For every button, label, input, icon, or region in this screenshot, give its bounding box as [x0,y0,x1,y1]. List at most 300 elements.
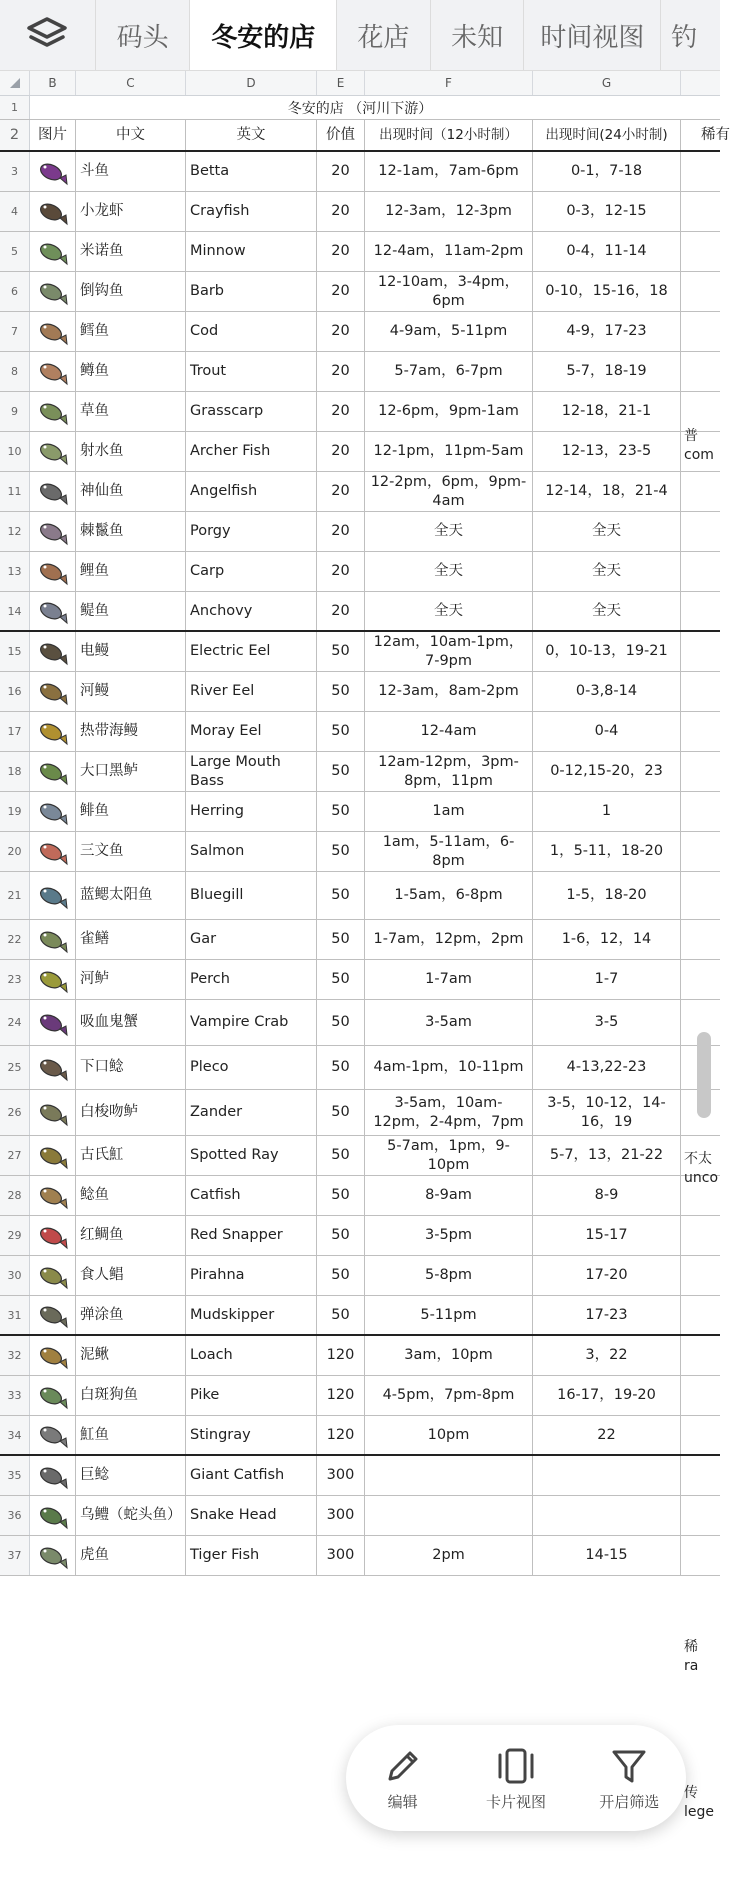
chinese-name-cell[interactable]: 古氏魟 [76,1136,186,1175]
time-24h-cell[interactable]: 0-3，12-15 [533,192,681,231]
table-row[interactable] [0,312,720,352]
english-name-cell[interactable]: Catfish [186,1176,317,1215]
chinese-name-cell[interactable]: 小龙虾 [76,192,186,231]
table-row[interactable] [0,960,720,1000]
rarity-cell[interactable] [681,1496,731,1535]
table-row[interactable] [0,1136,720,1176]
time-24h-cell[interactable]: 0，10-13，19-21 [533,632,681,671]
edit-button[interactable] [353,1745,453,1812]
table-row[interactable] [0,1336,720,1376]
value-cell[interactable]: 120 [317,1416,365,1454]
time-24h-cell[interactable]: 3-5，10-12，14-16，19 [533,1090,681,1135]
time-24h-cell[interactable]: 全天 [533,512,681,551]
time-12h-cell[interactable]: 12-1pm，11pm-5am [365,432,533,471]
time-24h-cell[interactable]: 3-5 [533,1000,681,1045]
rarity-cell[interactable] [681,920,731,959]
row-number[interactable]: 18 [0,752,30,791]
row-number[interactable]: 35 [0,1456,30,1495]
row-number[interactable]: 30 [0,1256,30,1295]
vertical-scrollbar[interactable] [697,1032,711,1118]
fish-icon[interactable] [30,1046,76,1089]
table-row[interactable] [0,152,720,192]
time-12h-cell[interactable]: 12-2pm，6pm，9pm-4am [365,472,533,511]
english-name-cell[interactable]: Carp [186,552,317,591]
value-cell[interactable]: 50 [317,672,365,711]
row-number[interactable]: 3 [0,152,30,191]
rarity-cell[interactable] [681,1296,731,1334]
english-name-cell[interactable]: Herring [186,792,317,831]
row-number[interactable]: 29 [0,1216,30,1255]
tab-fishing[interactable]: 钓 [671,22,698,53]
column-c[interactable]: C [76,71,186,95]
row-number[interactable]: 7 [0,312,30,351]
rarity-cell[interactable] [681,712,731,751]
value-cell[interactable]: 20 [317,512,365,551]
chinese-name-cell[interactable]: 米诺鱼 [76,232,186,271]
time-12h-cell[interactable]: 12am，10am-1pm，7-9pm [365,632,533,671]
fish-icon[interactable] [30,392,76,431]
fish-icon[interactable] [30,352,76,391]
value-cell[interactable]: 50 [317,1046,365,1089]
chinese-name-cell[interactable]: 虎鱼 [76,1536,186,1575]
time-12h-cell[interactable] [365,1496,533,1535]
chinese-name-cell[interactable]: 鲶鱼 [76,1176,186,1215]
table-row[interactable] [0,472,720,512]
time-12h-cell[interactable]: 8-9am [365,1176,533,1215]
row-number[interactable]: 11 [0,472,30,511]
english-name-cell[interactable]: Perch [186,960,317,999]
time-12h-cell[interactable]: 3-5am [365,1000,533,1045]
english-name-cell[interactable]: Spotted Ray [186,1136,317,1175]
fish-icon[interactable] [30,872,76,919]
chinese-name-cell[interactable]: 魟鱼 [76,1416,186,1454]
table-row[interactable] [0,1416,720,1456]
rarity-cell[interactable] [681,872,731,919]
card-view-button[interactable] [466,1745,566,1812]
english-name-cell[interactable]: Tiger Fish [186,1536,317,1575]
fish-icon[interactable] [30,1456,76,1495]
row-number[interactable]: 8 [0,352,30,391]
tab-donan-shop[interactable]: 冬安的店 [190,0,336,70]
row-number[interactable]: 26 [0,1090,30,1135]
chinese-name-cell[interactable]: 大口黑鲈 [76,752,186,791]
value-cell[interactable]: 50 [317,1216,365,1255]
value-cell[interactable]: 50 [317,712,365,751]
value-cell[interactable]: 50 [317,920,365,959]
time-24h-cell[interactable]: 17-20 [533,1256,681,1295]
english-name-cell[interactable]: Pirahna [186,1256,317,1295]
time-12h-cell[interactable]: 12-10am，3-4pm，6pm [365,272,533,311]
value-cell[interactable]: 20 [317,272,365,311]
row-number[interactable]: 6 [0,272,30,311]
chinese-name-cell[interactable]: 河鳗 [76,672,186,711]
rarity-common[interactable]: 普 com [684,428,714,463]
table-row[interactable] [0,1456,720,1496]
fish-icon[interactable] [30,1216,76,1255]
english-name-cell[interactable]: Salmon [186,832,317,871]
fish-icon[interactable] [30,792,76,831]
header-english[interactable]: 英文 [186,120,317,150]
value-cell[interactable]: 20 [317,472,365,511]
english-name-cell[interactable]: Zander [186,1090,317,1135]
value-cell[interactable]: 50 [317,872,365,919]
time-24h-cell[interactable]: 0-3,8-14 [533,672,681,711]
time-24h-cell[interactable]: 5-7，18-19 [533,352,681,391]
column-b[interactable]: B [30,71,76,95]
table-row[interactable] [0,1176,720,1216]
row-number[interactable]: 33 [0,1376,30,1415]
time-24h-cell[interactable]: 0-12,15-20，23 [533,752,681,791]
value-cell[interactable]: 20 [317,392,365,431]
rarity-cell[interactable] [681,672,731,711]
value-cell[interactable]: 20 [317,232,365,271]
time-24h-cell[interactable]: 1-7 [533,960,681,999]
table-row[interactable] [0,832,720,872]
rarity-cell[interactable] [681,352,731,391]
english-name-cell[interactable]: Bluegill [186,872,317,919]
rarity-cell[interactable] [681,1376,731,1415]
time-24h-cell[interactable]: 12-14，18，21-4 [533,472,681,511]
time-12h-cell[interactable]: 4-9am，5-11pm [365,312,533,351]
time-12h-cell[interactable]: 3-5am，10am-12pm，2-4pm，7pm [365,1090,533,1135]
header-rarity[interactable]: 稀有 [701,126,730,143]
fish-icon[interactable] [30,312,76,351]
row-number[interactable]: 19 [0,792,30,831]
english-name-cell[interactable]: Red Snapper [186,1216,317,1255]
time-24h-cell[interactable]: 4-13,22-23 [533,1046,681,1089]
english-name-cell[interactable]: Moray Eel [186,712,317,751]
english-name-cell[interactable]: Archer Fish [186,432,317,471]
fish-icon[interactable] [30,552,76,591]
time-24h-cell[interactable]: 3，22 [533,1336,681,1375]
chinese-name-cell[interactable]: 下口鲶 [76,1046,186,1089]
chinese-name-cell[interactable]: 白斑狗鱼 [76,1376,186,1415]
fish-icon[interactable] [30,752,76,791]
time-12h-cell[interactable]: 5-11pm [365,1296,533,1334]
fish-icon[interactable] [30,192,76,231]
chinese-name-cell[interactable]: 乌鳢（蛇头鱼） [76,1496,186,1535]
table-row[interactable] [0,272,720,312]
tab-unknown[interactable]: 未知 [431,0,525,70]
time-12h-cell[interactable]: 4am-1pm，10-11pm [365,1046,533,1089]
column-d[interactable]: D [186,71,317,95]
chinese-name-cell[interactable]: 神仙鱼 [76,472,186,511]
chinese-name-cell[interactable]: 射水鱼 [76,432,186,471]
rarity-cell[interactable] [681,632,731,671]
time-12h-cell[interactable]: 1-7am，12pm，2pm [365,920,533,959]
fish-icon[interactable] [30,632,76,671]
rarity-cell[interactable] [681,512,731,551]
table-row[interactable] [0,192,720,232]
fish-icon[interactable] [30,512,76,551]
tab-dock[interactable]: 码头 [96,0,191,70]
row-number[interactable]: 14 [0,592,30,630]
row-number[interactable]: 10 [0,432,30,471]
rarity-cell[interactable] [681,152,731,191]
fish-icon[interactable] [30,1296,76,1334]
table-row[interactable] [0,232,720,272]
time-24h-cell[interactable]: 1-6，12，14 [533,920,681,959]
rarity-cell[interactable] [681,552,731,591]
rarity-cell[interactable] [681,1536,731,1575]
table-row[interactable] [0,792,720,832]
english-name-cell[interactable]: Gar [186,920,317,959]
table-row[interactable] [0,1090,720,1136]
value-cell[interactable]: 50 [317,1090,365,1135]
rarity-cell[interactable] [681,1456,731,1495]
time-24h-cell[interactable]: 1 [533,792,681,831]
value-cell[interactable]: 20 [317,432,365,471]
value-cell[interactable]: 50 [317,832,365,871]
time-24h-cell[interactable]: 17-23 [533,1296,681,1334]
chinese-name-cell[interactable]: 河鲈 [76,960,186,999]
table-row[interactable] [0,672,720,712]
fish-icon[interactable] [30,1336,76,1375]
row-number[interactable]: 23 [0,960,30,999]
time-12h-cell[interactable]: 1am [365,792,533,831]
table-row[interactable] [0,920,720,960]
time-24h-cell[interactable]: 22 [533,1416,681,1454]
column-f[interactable]: F [365,71,533,95]
table-row[interactable] [0,1256,720,1296]
rarity-cell[interactable] [681,392,731,431]
value-cell[interactable]: 300 [317,1496,365,1535]
chinese-name-cell[interactable]: 鳟鱼 [76,352,186,391]
row-number[interactable]: 1 [0,96,30,119]
row-number[interactable]: 25 [0,1046,30,1089]
time-12h-cell[interactable]: 1-5am，6-8pm [365,872,533,919]
sheet-title[interactable]: 冬安的店 （河川下游） [287,100,433,117]
chinese-name-cell[interactable]: 鳀鱼 [76,592,186,630]
time-12h-cell[interactable]: 1am，5-11am，6-8pm [365,832,533,871]
time-24h-cell[interactable]: 16-17，19-20 [533,1376,681,1415]
rarity-cell[interactable] [681,1256,731,1295]
chinese-name-cell[interactable]: 巨鲶 [76,1456,186,1495]
value-cell[interactable]: 50 [317,1000,365,1045]
chinese-name-cell[interactable]: 草鱼 [76,392,186,431]
fish-icon[interactable] [30,1496,76,1535]
select-all-corner[interactable] [0,71,30,95]
fish-icon[interactable] [30,832,76,871]
filter-button[interactable] [579,1745,679,1812]
chinese-name-cell[interactable]: 电鳗 [76,632,186,671]
row-number[interactable]: 5 [0,232,30,271]
english-name-cell[interactable]: Vampire Crab [186,1000,317,1045]
time-12h-cell[interactable]: 4-5pm，7pm-8pm [365,1376,533,1415]
fish-icon[interactable] [30,712,76,751]
row-number[interactable]: 36 [0,1496,30,1535]
fish-icon[interactable] [30,472,76,511]
time-12h-cell[interactable]: 12-3am，12-3pm [365,192,533,231]
header-chinese[interactable]: 中文 [76,120,186,150]
fish-icon[interactable] [30,1376,76,1415]
value-cell[interactable]: 120 [317,1376,365,1415]
rarity-cell[interactable] [681,272,731,311]
time-12h-cell[interactable]: 3-5pm [365,1216,533,1255]
row-number[interactable]: 2 [0,120,30,150]
fish-icon[interactable] [30,432,76,471]
chinese-name-cell[interactable]: 吸血鬼蟹 [76,1000,186,1045]
time-12h-cell[interactable]: 3am，10pm [365,1336,533,1375]
tab-flower-shop[interactable]: 花店 [337,0,431,70]
header-time-12h[interactable]: 出现时间（12小时制） [365,120,533,150]
row-number[interactable]: 32 [0,1336,30,1375]
english-name-cell[interactable]: Stingray [186,1416,317,1454]
time-24h-cell[interactable] [533,1456,681,1495]
english-name-cell[interactable]: Angelfish [186,472,317,511]
value-cell[interactable]: 300 [317,1456,365,1495]
time-12h-cell[interactable]: 全天 [365,592,533,630]
rarity-cell[interactable] [681,792,731,831]
time-24h-cell[interactable]: 0-1，7-18 [533,152,681,191]
chinese-name-cell[interactable]: 三文鱼 [76,832,186,871]
value-cell[interactable]: 20 [317,552,365,591]
table-row[interactable] [0,1376,720,1416]
english-name-cell[interactable]: River Eel [186,672,317,711]
time-24h-cell[interactable]: 0-10，15-16，18 [533,272,681,311]
english-name-cell[interactable]: Pike [186,1376,317,1415]
fish-icon[interactable] [30,672,76,711]
layers-icon[interactable] [0,0,96,70]
rarity-cell[interactable] [681,312,731,351]
table-row[interactable] [0,1000,720,1046]
time-24h-cell[interactable]: 12-18，21-1 [533,392,681,431]
header-value[interactable]: 价值 [317,120,365,150]
time-12h-cell[interactable]: 12-1am，7am-6pm [365,152,533,191]
time-24h-cell[interactable] [533,1496,681,1535]
value-cell[interactable]: 20 [317,192,365,231]
english-name-cell[interactable]: Large Mouth Bass [186,752,317,791]
english-name-cell[interactable]: Minnow [186,232,317,271]
table-row[interactable] [0,1496,720,1536]
english-name-cell[interactable]: Porgy [186,512,317,551]
time-24h-cell[interactable]: 全天 [533,552,681,591]
chinese-name-cell[interactable]: 鲤鱼 [76,552,186,591]
table-row[interactable] [0,632,720,672]
english-name-cell[interactable]: Pleco [186,1046,317,1089]
value-cell[interactable]: 50 [317,960,365,999]
header-image[interactable]: 图片 [30,120,76,150]
fish-icon[interactable] [30,960,76,999]
rarity-cell[interactable] [681,592,731,630]
rarity-cell[interactable] [681,232,731,271]
time-12h-cell[interactable] [365,1456,533,1495]
row-number[interactable]: 15 [0,632,30,671]
chinese-name-cell[interactable]: 倒钩鱼 [76,272,186,311]
fish-icon[interactable] [30,152,76,191]
row-number[interactable]: 24 [0,1000,30,1045]
fish-icon[interactable] [30,920,76,959]
fish-icon[interactable] [30,592,76,630]
time-24h-cell[interactable]: 8-9 [533,1176,681,1215]
english-name-cell[interactable]: Crayfish [186,192,317,231]
chinese-name-cell[interactable]: 食人鲳 [76,1256,186,1295]
rarity-cell[interactable] [681,1416,731,1454]
fish-icon[interactable] [30,1000,76,1045]
row-number[interactable]: 9 [0,392,30,431]
row-number[interactable]: 21 [0,872,30,919]
rarity-uncommon[interactable]: 不太 unco [684,1151,719,1186]
time-12h-cell[interactable]: 1-7am [365,960,533,999]
chinese-name-cell[interactable]: 鲱鱼 [76,792,186,831]
table-row[interactable] [0,712,720,752]
row-number[interactable]: 20 [0,832,30,871]
chinese-name-cell[interactable]: 斗鱼 [76,152,186,191]
chinese-name-cell[interactable]: 弹涂鱼 [76,1296,186,1334]
row-number[interactable]: 16 [0,672,30,711]
fish-icon[interactable] [30,272,76,311]
fish-icon[interactable] [30,1176,76,1215]
table-row[interactable] [0,512,720,552]
time-12h-cell[interactable]: 12-4am，11am-2pm [365,232,533,271]
value-cell[interactable]: 20 [317,592,365,630]
title-row[interactable] [0,96,720,120]
chinese-name-cell[interactable]: 红鲷鱼 [76,1216,186,1255]
value-cell[interactable]: 300 [317,1536,365,1575]
time-24h-cell[interactable]: 全天 [533,592,681,630]
english-name-cell[interactable]: Cod [186,312,317,351]
row-number[interactable]: 28 [0,1176,30,1215]
time-12h-cell[interactable]: 全天 [365,552,533,591]
value-cell[interactable]: 120 [317,1336,365,1375]
english-name-cell[interactable]: Trout [186,352,317,391]
english-name-cell[interactable]: Grasscarp [186,392,317,431]
english-name-cell[interactable]: Electric Eel [186,632,317,671]
fish-icon[interactable] [30,1136,76,1175]
time-24h-cell[interactable]: 5-7，13，21-22 [533,1136,681,1175]
english-name-cell[interactable]: Betta [186,152,317,191]
row-number[interactable]: 4 [0,192,30,231]
table-row[interactable] [0,1216,720,1256]
value-cell[interactable]: 50 [317,792,365,831]
chinese-name-cell[interactable]: 泥鳅 [76,1336,186,1375]
rarity-cell[interactable] [681,1336,731,1375]
time-12h-cell[interactable]: 10pm [365,1416,533,1454]
fish-icon[interactable] [30,1090,76,1135]
rarity-cell[interactable] [681,472,731,511]
time-24h-cell[interactable]: 1-5，18-20 [533,872,681,919]
fish-icon[interactable] [30,1536,76,1575]
table-row[interactable] [0,352,720,392]
english-name-cell[interactable]: Anchovy [186,592,317,630]
time-12h-cell[interactable]: 全天 [365,512,533,551]
value-cell[interactable]: 50 [317,1136,365,1175]
rarity-cell[interactable] [681,832,731,871]
time-24h-cell[interactable]: 1，5-11，18-20 [533,832,681,871]
time-12h-cell[interactable]: 5-8pm [365,1256,533,1295]
time-12h-cell[interactable]: 12am-12pm，3pm-8pm，11pm [365,752,533,791]
table-row[interactable] [0,432,720,472]
time-12h-cell[interactable]: 12-3am，8am-2pm [365,672,533,711]
rarity-rare[interactable]: 稀 ra [684,1639,699,1674]
rarity-legendary[interactable]: 传 lege [684,1785,715,1820]
time-24h-cell[interactable]: 12-13，23-5 [533,432,681,471]
fish-icon[interactable] [30,232,76,271]
tab-time-view[interactable]: 时间视图 [524,0,661,70]
chinese-name-cell[interactable]: 热带海鳗 [76,712,186,751]
table-row[interactable] [0,1536,720,1576]
rarity-cell[interactable] [681,192,731,231]
chinese-name-cell[interactable]: 白梭吻鲈 [76,1090,186,1135]
value-cell[interactable]: 50 [317,1296,365,1334]
chinese-name-cell[interactable]: 棘鬣鱼 [76,512,186,551]
row-number[interactable]: 17 [0,712,30,751]
row-number[interactable]: 13 [0,552,30,591]
row-number[interactable]: 27 [0,1136,30,1175]
value-cell[interactable]: 50 [317,1256,365,1295]
header-time-24h[interactable]: 出现时间(24小时制) [533,120,681,150]
rarity-cell[interactable] [681,960,731,999]
